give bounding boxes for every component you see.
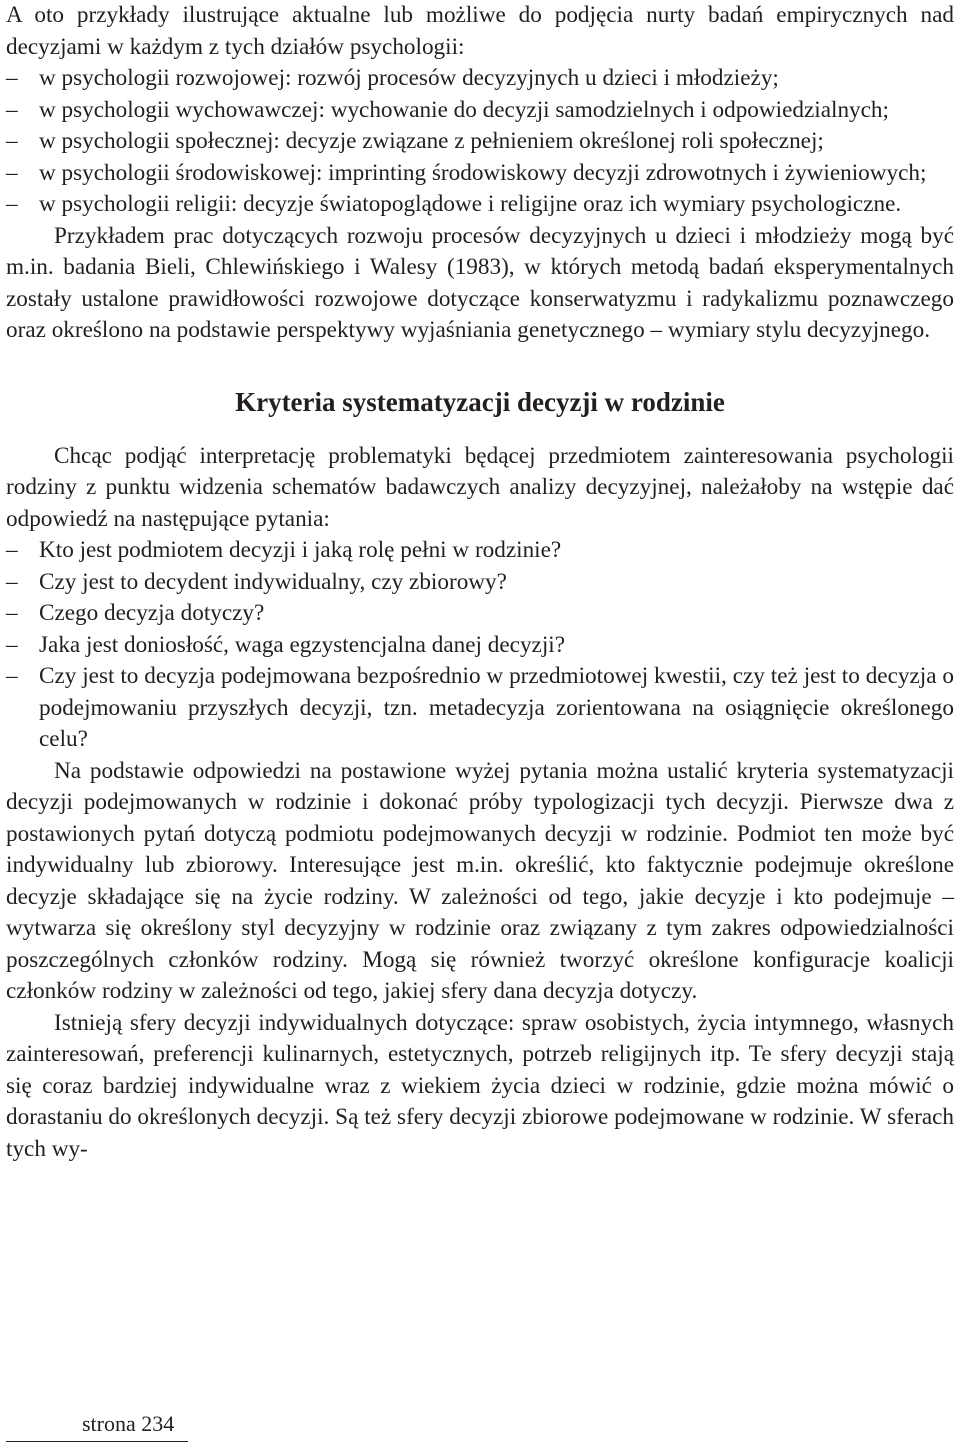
psychology-branches-list: [6, 63, 954, 221]
dash-marker: –: [6, 65, 18, 91]
list-item: – Czy jest to decyzja podejmowana bezpośrednio w przedmiotowej kwestii, czy też jest to decyzja o podejmowaniu przyszłych decyzji, tzn. metadecyzja zorientowana na osiągnięcie określonego celu?: [6, 663, 954, 752]
footer-rule: [6, 1441, 188, 1442]
dash-marker: –: [6, 663, 18, 689]
page-number: strona 234: [82, 1411, 175, 1436]
section-heading: Kryteria systematyzacji decyzji w rodzinie: [235, 386, 725, 417]
list-item: – w psychologii wychowawczej: wychowanie do decyzji samodzielnych i odpowiedzialnych;: [6, 95, 954, 127]
list-item: – Jaka jest doniosłość, waga egzystencjalna danej decyzji?: [6, 630, 954, 662]
list-item: – w psychologii społecznej: decyzje związane z pełnieniem określonej roli społecznej;: [6, 126, 954, 158]
list-item: – w psychologii środowiskowej: imprinting środowiskowy decyzji zdrowotnych i żywieniowych;: [6, 158, 954, 190]
body-paragraph: Istnieją sfery decyzji indywidualnych dotyczące: spraw osobistych, życia intymnego, własnych zainteresowań, preferencji kulinarnych, estetycznych, potrzeb religijnych itp. Te sfery decyzji stają się coraz bardziej indywidualne wraz z wiekiem życia dzieci w rodzinie, gdzie można mówić o dorastaniu do określonych decyzji. Są też sfery decyzji zbiorowe podejmowane w rodzinie. W sferach tych wy-: [6, 1009, 954, 1162]
intro-paragraph: A oto przykłady ilustrujące aktualne lub możliwe do podjęcia nurty badań empirycznych nad decyzjami w każdym z tych działów psychologii:: [6, 2, 954, 60]
list-item: – w psychologii religii: decyzje światopoglądowe i religijne oraz ich wymiary psychologiczne.: [6, 189, 954, 221]
list-item: – Czy jest to decydent indywidualny, czy zbiorowy?: [6, 567, 954, 599]
body-paragraph: Na podstawie odpowiedzi na postawione wyżej pytania można ustalić kryteria systematyzacji decyzji podejmowanych w rodzinie i dokonać próby typologizacji tych decyzji. Pierwsze dwa z postawionych pytań dotyczą podmiotu podejmowanych decyzji w rodzinie. Podmiot ten może być indywidualny lub zbiorowy. Interesujące jest m.in. określić, kto faktycznie podejmuje określone decyzje składające się na życie rodziny. W zależności od tego, jakie decyzje i kto podejmuje – wytwarza się określony styl decyzyjny w rodzinie oraz związany z tym zakres odpowiedzialności poszczególnych członków rodziny. Mogą się również tworzyć określone konfiguracje koalicji członków rodziny w zależności od tego, jakiej sfery dana decyzja dotyczy.: [6, 757, 954, 1004]
list-item: – Czego decyzja dotyczy?: [6, 598, 954, 630]
section-2: [6, 441, 954, 1166]
dash-marker: –: [6, 631, 18, 658]
intro-paragraph: Chcąc podjąć interpretację problematyki będącej przedmiotem zainteresowania psychologii rodziny z punktu widzenia schematów badawczych analizy decyzyjnej, należałoby na wstępie dać odpowiedź na następujące pytania:: [6, 442, 954, 532]
dash-marker: –: [6, 600, 18, 626]
dash-marker: –: [6, 96, 18, 123]
body-paragraph: Przykładem prac dotyczących rozwoju procesów decyzyjnych u dzieci i młodzieży mogą być m.in. badania Bieli, Chlewińskiego i Walesy (1983), w których metodą badań eksperymentalnych zostały ustalone prawidłowości rozwojowe dotyczące konserwatyzmu i radykalizmu poznawczego oraz określono na podstawie perspektywy wyjaśniania genetycznego – wymiary stylu decyzyjnego.: [6, 222, 954, 343]
dash-marker: –: [6, 159, 18, 186]
dash-marker: –: [6, 568, 18, 595]
dash-marker: –: [6, 128, 18, 154]
questions-list: [6, 535, 954, 756]
list-item: – w psychologii rozwojowej: rozwój procesów decyzyjnych u dzieci i młodzieży;: [6, 63, 954, 95]
document-page: [6, 0, 954, 1165]
dash-marker: –: [6, 537, 18, 563]
section-1: [6, 0, 954, 347]
list-item: – Kto jest podmiotem decyzji i jaką rolę pełni w rodzinie?: [6, 535, 954, 567]
dash-marker: –: [6, 191, 18, 217]
